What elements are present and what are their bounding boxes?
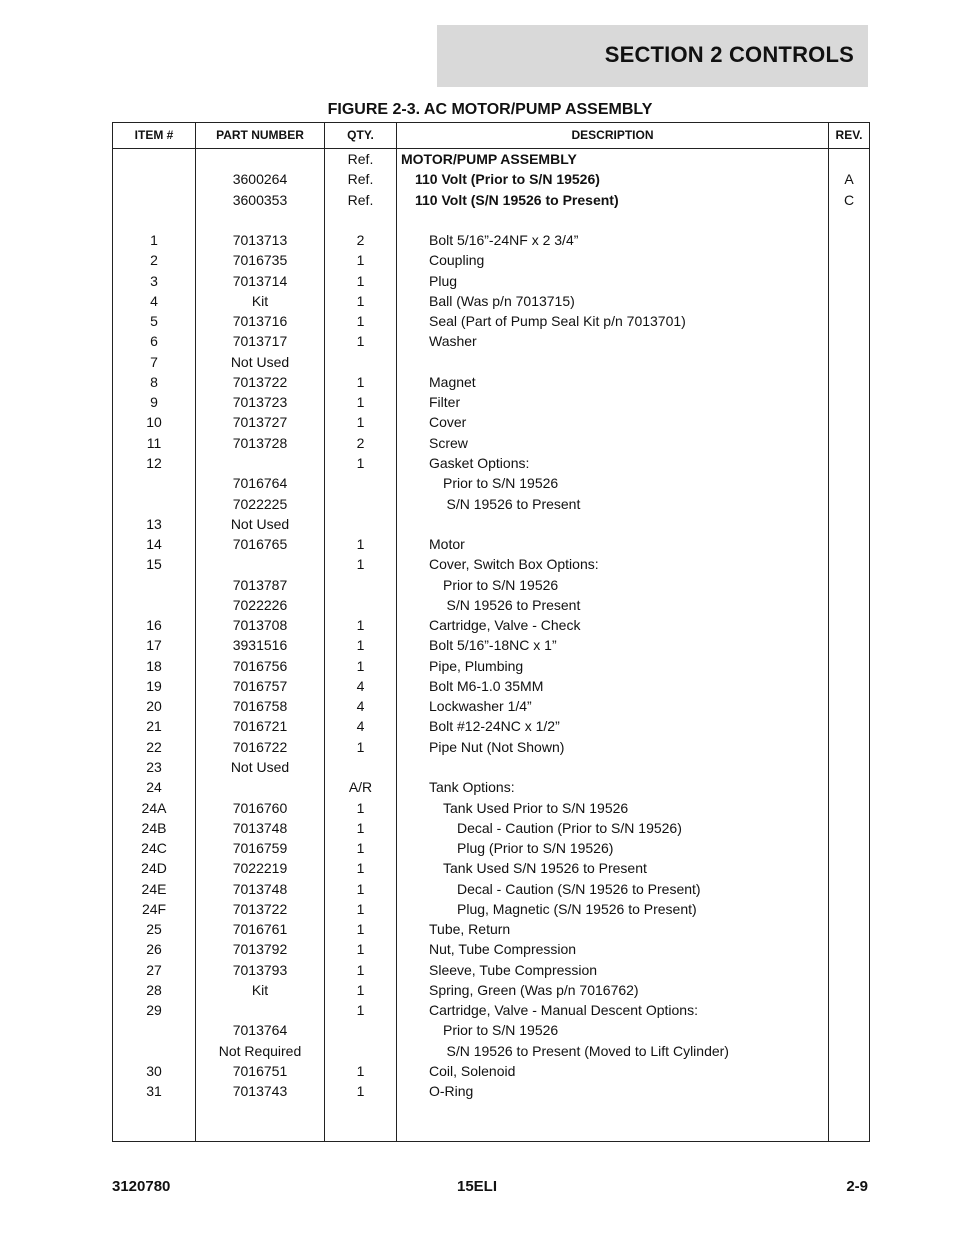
table-row	[113, 554, 869, 574]
description: Sleeve, Tube Compression	[429, 961, 598, 978]
part-number: 7013764	[232, 1022, 288, 1039]
part-number: 7013722	[232, 373, 288, 390]
table-row	[113, 190, 869, 210]
part-number: 7016756	[232, 657, 288, 674]
item-number: 23	[146, 758, 162, 775]
quantity: 1	[356, 840, 365, 857]
part-number: 7013743	[232, 1083, 288, 1100]
item-number: 21	[146, 718, 162, 735]
part-number: 7013748	[232, 880, 288, 897]
table-row	[113, 1061, 869, 1081]
description: S/N 19526 to Present	[446, 596, 581, 613]
item-number: 24F	[141, 900, 167, 917]
part-number: 3931516	[232, 637, 288, 654]
table-row	[113, 818, 869, 838]
quantity: 1	[356, 556, 365, 573]
item-number: 8	[150, 373, 158, 390]
item-number: 24	[146, 779, 162, 796]
item-number: 11	[146, 434, 162, 451]
table-row	[113, 798, 869, 818]
part-number: 7022225	[232, 495, 288, 512]
quantity: 1	[356, 1083, 365, 1100]
description: Pipe, Plumbing	[429, 657, 524, 674]
quantity: 1	[356, 536, 365, 553]
quantity: 4	[356, 698, 365, 715]
table-row	[113, 1041, 869, 1061]
description: Bolt 5/16”-24NF x 2 3/4”	[429, 232, 579, 249]
quantity: 4	[356, 718, 365, 735]
table-row	[113, 777, 869, 797]
col-header-rev: REV.	[835, 128, 863, 142]
description: Nut, Tube Compression	[429, 941, 577, 958]
table-row	[113, 494, 869, 514]
footer-doc-number: 3120780	[112, 1178, 171, 1195]
table-row	[113, 169, 869, 189]
table-row	[113, 879, 869, 899]
table-row	[113, 960, 869, 980]
quantity: 4	[356, 677, 365, 694]
description: Cover, Switch Box Options:	[429, 556, 599, 573]
item-number: 1	[150, 232, 158, 249]
table-row	[113, 615, 869, 635]
part-number: Not Required	[218, 1042, 302, 1059]
item-number: 30	[146, 1062, 162, 1079]
description: Spring, Green (Was p/n 7016762)	[429, 981, 639, 998]
quantity: 1	[356, 373, 365, 390]
item-number: 20	[146, 698, 162, 715]
description: Plug	[429, 272, 458, 289]
col-header-description: DESCRIPTION	[571, 128, 654, 142]
quantity: 1	[356, 272, 365, 289]
description: Tank Used S/N 19526 to Present	[443, 860, 647, 877]
description: Decal - Caution (S/N 19526 to Present)	[457, 880, 701, 897]
item-number: 24A	[141, 799, 167, 816]
part-number: 7016751	[232, 1062, 288, 1079]
quantity: 1	[356, 1062, 365, 1079]
part-number: 7013716	[232, 313, 288, 330]
part-number: Not Used	[230, 515, 290, 532]
quantity: 1	[356, 454, 365, 471]
description: 110 Volt (Prior to S/N 19526)	[415, 171, 600, 188]
part-number: 7013714	[232, 272, 288, 289]
part-number: 7013728	[232, 434, 288, 451]
table-row	[113, 635, 869, 655]
part-number: 3600264	[232, 171, 288, 188]
item-number: 29	[146, 1002, 162, 1019]
item-number: 4	[150, 292, 158, 309]
description: Decal - Caution (Prior to S/N 19526)	[457, 819, 682, 836]
item-number: 12	[146, 454, 162, 471]
table-row	[113, 149, 869, 169]
item-number: 17	[146, 637, 162, 654]
part-number: 7022226	[232, 596, 288, 613]
table-row	[113, 352, 869, 372]
part-number: 7016764	[232, 475, 288, 492]
table-row	[113, 534, 869, 554]
description: Prior to S/N 19526	[443, 576, 559, 593]
table-row	[113, 838, 869, 858]
description: Seal (Part of Pump Seal Kit p/n 7013701)	[429, 313, 686, 330]
description: Motor	[429, 536, 465, 553]
description: Plug (Prior to S/N 19526)	[457, 840, 614, 857]
table-row	[113, 392, 869, 412]
description: S/N 19526 to Present (Moved to Lift Cylinder)	[446, 1042, 729, 1059]
item-number: 3	[150, 272, 158, 289]
col-header-qty: QTY.	[347, 128, 374, 142]
part-number: Not Used	[230, 353, 290, 370]
quantity: 1	[356, 961, 365, 978]
revision: A	[844, 171, 854, 188]
description: Gasket Options:	[429, 454, 530, 471]
part-number: 7013713	[232, 232, 288, 249]
description: O-Ring	[429, 1083, 474, 1100]
description: Coupling	[429, 252, 485, 269]
description: Prior to S/N 19526	[443, 475, 559, 492]
table-row	[113, 575, 869, 595]
description: Washer	[429, 333, 477, 350]
quantity: 1	[356, 657, 365, 674]
part-number: 7016721	[232, 718, 288, 735]
description: S/N 19526 to Present	[446, 495, 581, 512]
description: Filter	[429, 394, 461, 411]
part-number: 7016735	[232, 252, 288, 269]
quantity: Ref.	[347, 151, 374, 167]
quantity: 1	[356, 921, 365, 938]
item-number: 14	[146, 536, 162, 553]
table-row	[113, 676, 869, 696]
table-row	[113, 899, 869, 919]
footer-page-number: 2-9	[846, 1178, 868, 1195]
table-row	[113, 919, 869, 939]
table-row	[113, 757, 869, 777]
table-row	[113, 311, 869, 331]
table-row	[113, 412, 869, 432]
table-row	[113, 331, 869, 351]
description: Prior to S/N 19526	[443, 1022, 559, 1039]
item-number: 13	[146, 515, 162, 532]
quantity: 1	[356, 394, 365, 411]
description: Pipe Nut (Not Shown)	[429, 738, 565, 755]
figure-title: FIGURE 2-3. AC MOTOR/PUMP ASSEMBLY	[327, 101, 653, 118]
parts-table	[112, 122, 870, 1142]
item-number: 7	[150, 353, 158, 370]
table-row	[113, 250, 869, 270]
item-number: 9	[150, 394, 158, 411]
item-number: 31	[146, 1083, 162, 1100]
item-number: 28	[146, 981, 162, 998]
part-number: 7016758	[232, 698, 288, 715]
table-row	[113, 473, 869, 493]
quantity: 1	[356, 333, 365, 350]
part-number: 7013722	[232, 900, 288, 917]
quantity: Ref.	[347, 191, 374, 208]
footer-model: 15ELI	[456, 1178, 498, 1195]
table-row	[113, 696, 869, 716]
table-row	[113, 980, 869, 1000]
section-banner	[437, 25, 868, 87]
quantity: 1	[356, 414, 365, 431]
item-number: 24D	[141, 860, 167, 877]
description: Bolt 5/16”-18NC x 1”	[429, 637, 557, 654]
item-number: 10	[146, 414, 162, 431]
part-number: Not Used	[230, 758, 290, 775]
table-row	[113, 595, 869, 615]
item-number: 18	[146, 657, 162, 674]
item-number: 24E	[141, 880, 167, 897]
part-number: 7016761	[232, 921, 288, 938]
quantity: 1	[356, 292, 365, 309]
description: Tube, Return	[429, 921, 511, 938]
table-body	[113, 149, 869, 1101]
part-number: 7013708	[232, 617, 288, 634]
description: Screw	[429, 434, 468, 451]
quantity: 1	[356, 819, 365, 836]
item-number: 24C	[141, 840, 167, 857]
quantity: Ref.	[347, 171, 374, 188]
col-header-part-number: PART NUMBER	[216, 128, 304, 142]
quantity: 1	[356, 860, 365, 877]
table-row	[113, 291, 869, 311]
section-title: SECTION 2 CONTROLS	[604, 42, 854, 67]
part-number: Kit	[251, 981, 269, 998]
table-row	[113, 271, 869, 291]
item-number: 24B	[141, 819, 167, 836]
part-number: 7016722	[232, 738, 288, 755]
table-row	[113, 939, 869, 959]
table-row	[113, 453, 869, 473]
part-number: 7016759	[232, 840, 288, 857]
item-number: 16	[146, 617, 162, 634]
description: Bolt #12-24NC x 1/2”	[429, 718, 560, 735]
description: Ball (Was p/n 7013715)	[429, 292, 575, 309]
quantity: 1	[356, 941, 365, 958]
table-row	[113, 230, 869, 250]
part-number: Kit	[251, 292, 269, 309]
description: Plug, Magnetic (S/N 19526 to Present)	[457, 900, 697, 917]
part-number: 7013792	[232, 941, 288, 958]
table-row	[113, 1081, 869, 1101]
quantity: A/R	[348, 779, 373, 796]
description: Bolt M6-1.0 35MM	[429, 677, 544, 694]
item-number: 5	[150, 313, 158, 330]
quantity: 1	[356, 738, 365, 755]
description: MOTOR/PUMP ASSEMBLY	[401, 151, 577, 167]
part-number: 7016757	[232, 677, 288, 694]
revision: C	[843, 191, 855, 208]
description: Tank Options:	[429, 779, 515, 796]
table-row	[113, 1000, 869, 1020]
quantity: 1	[356, 981, 365, 998]
quantity: 1	[356, 617, 365, 634]
quantity: 1	[356, 313, 365, 330]
item-number: 2	[150, 252, 158, 269]
description: Cartridge, Valve - Check	[429, 617, 581, 634]
table-row	[113, 858, 869, 878]
col-header-item: ITEM #	[134, 128, 174, 142]
quantity: 2	[356, 232, 365, 249]
quantity: 1	[356, 799, 365, 816]
quantity: 2	[356, 434, 365, 451]
item-number: 26	[146, 941, 162, 958]
part-number: 7016765	[232, 536, 288, 553]
item-number: 25	[146, 921, 162, 938]
part-number: 7016760	[232, 799, 288, 816]
table-row	[113, 716, 869, 736]
part-number: 7013787	[232, 576, 288, 593]
quantity: 1	[356, 252, 365, 269]
table-row	[113, 433, 869, 453]
part-number: 7013727	[232, 414, 288, 431]
quantity: 1	[356, 1002, 365, 1019]
description: Magnet	[429, 373, 476, 390]
description: Cover	[429, 414, 467, 431]
quantity: 1	[356, 900, 365, 917]
part-number: 7013723	[232, 394, 288, 411]
description: 110 Volt (S/N 19526 to Present)	[415, 191, 619, 208]
quantity: 1	[356, 637, 365, 654]
table-row	[113, 514, 869, 534]
quantity: 1	[356, 880, 365, 897]
description: Cartridge, Valve - Manual Descent Options:	[429, 1002, 698, 1019]
table-row	[113, 1020, 869, 1040]
description: Lockwasher 1/4”	[429, 698, 532, 715]
item-number: 6	[150, 333, 158, 350]
item-number: 19	[146, 677, 162, 694]
part-number: 7013748	[232, 819, 288, 836]
part-number: 7013717	[232, 333, 288, 350]
item-number: 27	[146, 961, 162, 978]
description: Tank Used Prior to S/N 19526	[443, 799, 629, 816]
table-row	[113, 210, 869, 230]
table-row	[113, 656, 869, 676]
item-number: 15	[146, 556, 162, 573]
part-number: 7013793	[232, 961, 288, 978]
item-number: 22	[146, 738, 162, 755]
description: Coil, Solenoid	[429, 1062, 516, 1079]
table-row	[113, 737, 869, 757]
part-number: 7022219	[232, 860, 288, 877]
table-row	[113, 372, 869, 392]
part-number: 3600353	[232, 191, 288, 208]
